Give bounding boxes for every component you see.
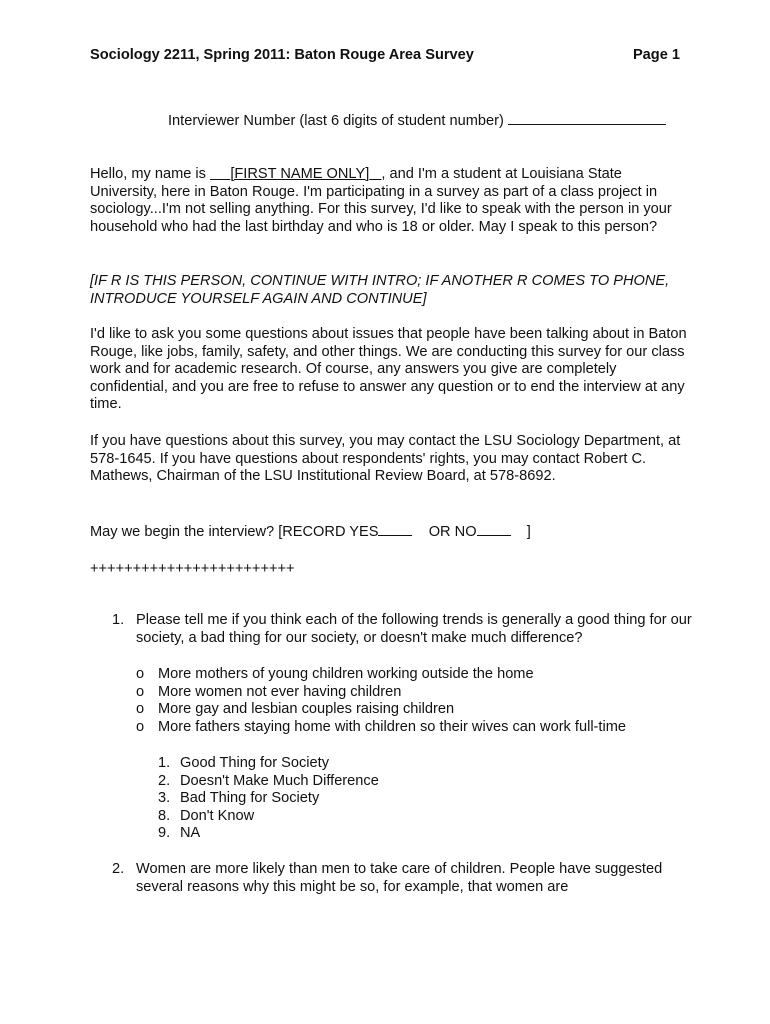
separator-line: ++++++++++++++++++++++++ xyxy=(90,561,295,577)
response-code: 8. Don't Know xyxy=(158,807,255,824)
no-blank[interactable] xyxy=(477,523,511,536)
list-item: o More women not ever having children xyxy=(136,683,402,700)
question-1-text: Please tell me if you think each of the following trends is generally a good thing for our society, a bad thing for our society, or doesn't make much difference? xyxy=(136,612,692,646)
list-item: o More fathers staying home with children so their wives can work full-time xyxy=(136,718,626,735)
question-2-text: Women are more likely than men to take care of children. People have suggested several reasons why this might be so, for example, that women are xyxy=(136,861,663,895)
begin-interview-line xyxy=(90,523,690,542)
response-code: 2. Doesn't Make Much Difference xyxy=(158,772,379,789)
begin-prefix: May we begin the interview? [RECORD YES xyxy=(90,524,379,540)
or-no-label: OR NO xyxy=(428,524,477,540)
question-1-number: 1. xyxy=(112,612,125,628)
list-item: o More gay and lesbian couples raising children xyxy=(136,701,455,718)
interviewer-number-blank[interactable] xyxy=(508,112,666,125)
response-code: 1. Good Thing for Society xyxy=(158,755,329,771)
bullet-circle-icon: o xyxy=(136,718,145,735)
question-1-response-codes xyxy=(158,755,558,843)
question-2-number: 2. xyxy=(112,861,125,877)
interviewer-number-label: Interviewer Number (last 6 digits of student number) xyxy=(168,113,504,129)
list-item: o More mothers of young children working outside the home xyxy=(136,666,534,682)
interviewer-number-line xyxy=(168,112,666,131)
greeting-prefix: Hello, my name is xyxy=(90,166,211,182)
bullet-circle-icon: o xyxy=(136,666,145,682)
bullet-circle-icon: o xyxy=(136,701,145,718)
question-1-items xyxy=(136,666,696,736)
name-placeholder: [FIRST NAME ONLY] xyxy=(230,166,370,182)
greeting-rest: , and I'm a student at Louisiana State University, here in Baton Rouge. I'm participating in a survey as part of a class project in sociology...I'm not selling anything. For this survey, I'd like to speak with the person in your household who had the last birthday and who is 18 or older. May I speak to this person? xyxy=(90,166,672,235)
intro-paragraph xyxy=(90,166,690,236)
document-title: Sociology 2211, Spring 2011: Baton Rouge Area Survey xyxy=(90,47,474,63)
response-code: 3. Bad Thing for Society xyxy=(158,790,320,807)
page-number: Page 1 xyxy=(632,47,680,63)
begin-suffix: ] xyxy=(526,524,531,540)
intro-paragraph-2: I'd like to ask you some questions about issues that people have been talking about in Baton Rouge, like jobs, family, safety, and other things. We are conducting this survey for our class work and for academic research. Of course, any answers you give are completely confidential, and you are free to refuse to answer any question or to end the interview at any time. xyxy=(90,326,687,413)
bullet-circle-icon: o xyxy=(136,683,145,700)
response-code: 9. NA xyxy=(158,825,201,842)
yes-blank[interactable] xyxy=(378,523,412,536)
contact-paragraph: If you have questions about this survey, you may contact the LSU Sociology Department, at 578-1645. If you have questions about respondents' rights, you may contact Robert C. Mathews, Chairman of the LSU Institutional Review Board, at 578-8692. xyxy=(90,433,681,485)
interviewer-instruction: [IF R IS THIS PERSON, CONTINUE WITH INTRO; IF ANOTHER R COMES TO PHONE, INTRODUCE YOURSELF AGAIN AND CONTINUE] xyxy=(90,273,670,307)
